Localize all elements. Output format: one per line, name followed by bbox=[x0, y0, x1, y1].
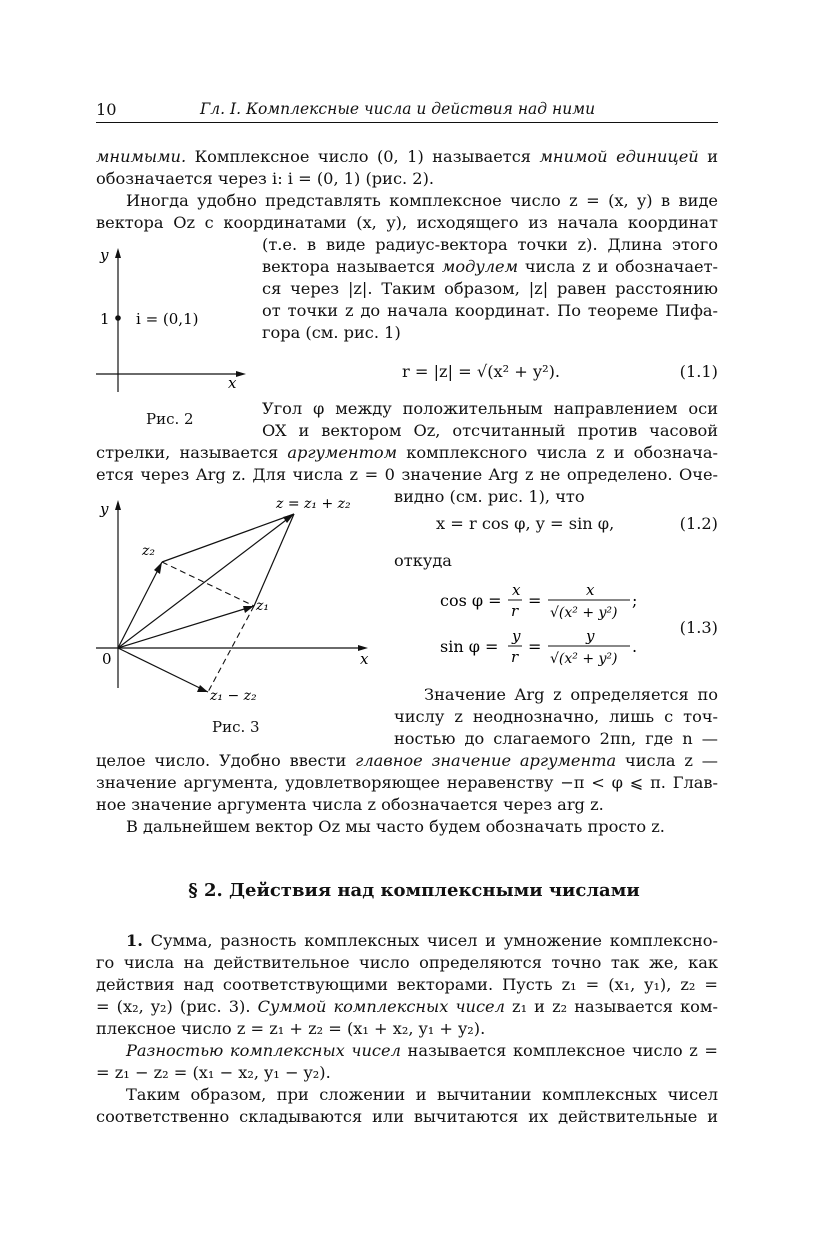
fig3-diff-label: z₁ − z₂ bbox=[210, 688, 257, 704]
eq13-row1-lhs: cos φ = bbox=[440, 591, 502, 610]
eq13-row2-frac2-den: √(x² + y²) bbox=[550, 651, 618, 667]
fig3-z1-label: z₁ bbox=[256, 598, 269, 614]
fig2-tick-one: 1 bbox=[100, 310, 110, 328]
eq13-row2-eq: = bbox=[528, 637, 542, 656]
paragraph-2-line-5: ся через |z|. Таким образом, |z| равен расстоянию bbox=[262, 279, 718, 298]
eq13-row2-frac2-num: y bbox=[586, 627, 595, 645]
eq13-row1-frac2-num: x bbox=[586, 581, 595, 599]
paragraph-7-line-2: = z₁ − z₂ = (x₁ − x₂, y₁ − y₂). bbox=[96, 1063, 331, 1082]
fig3-z2-label: z₂ bbox=[142, 543, 155, 559]
paragraph-8-line-2: соответственно складываются или вычитаются их действительные и bbox=[96, 1107, 718, 1126]
paragraph-3-line-1: Угол φ между положительным направлением оси bbox=[262, 399, 718, 418]
running-title: Гл. I. Комплексные числа и действия над ними bbox=[200, 100, 596, 118]
fig2-x-arrow bbox=[236, 371, 246, 377]
paragraph-6-line-4: = (x₂, y₂) (рис. 3). Суммой комплексных чисел z₁ и z₂ называется ком- bbox=[96, 997, 718, 1016]
eq13-row1-eq: = bbox=[528, 591, 542, 610]
paragraph-2-line-7: гора (см. рис. 1) bbox=[262, 323, 401, 342]
fig3-sum-label: z = z₁ + z₂ bbox=[276, 496, 351, 512]
fig2-point-label: i = (0,1) bbox=[136, 310, 199, 328]
fig3-dashed-diagonal bbox=[162, 562, 254, 606]
paragraph-2-line-2: вектора Oz с координатами (x, y), исходящего из начала координат bbox=[96, 213, 718, 232]
fig3-dashed-diff bbox=[208, 606, 254, 692]
figure-3-caption: Рис. 3 bbox=[212, 718, 260, 736]
paragraph-1-line-2: обозначается через i: i = (0, 1) (рис. 2). bbox=[96, 169, 435, 188]
equation-1-1: r = |z| = √(x² + y²). bbox=[402, 362, 561, 381]
paragraph-4-line-2: числу z неоднозначно, лишь с точ- bbox=[394, 707, 718, 726]
paragraph-3-line-2: OX и вектором Oz, отсчитанный против часовой bbox=[262, 421, 718, 440]
word-otkuda: откуда bbox=[394, 551, 452, 570]
paragraph-4-line-6: ное значение аргумента числа z обозначается через arg z. bbox=[96, 795, 604, 814]
eq13-row2-frac1-num: y bbox=[512, 627, 521, 645]
eq13-row1-frac1-num: x bbox=[512, 581, 521, 599]
eq13-row1-frac1-den: r bbox=[511, 602, 519, 620]
paragraph-6-line-3: действия над соответствующими векторами. Пусть z₁ = (x₁, y₁), z₂ = bbox=[96, 975, 718, 994]
fig3-side-z2-sum bbox=[162, 514, 294, 562]
figure-2 bbox=[90, 240, 250, 400]
paragraph-2-line-6: от точки z до начала координат. По теореме Пифа- bbox=[262, 301, 718, 320]
paragraph-4-line-1: Значение Arg z определяется по bbox=[424, 685, 718, 704]
fig2-y-arrow bbox=[115, 248, 121, 258]
paragraph-1-line-1: мнимыми. Комплексное число (0, 1) называется мнимой единицей и bbox=[96, 147, 718, 166]
equation-1-1-number: (1.1) bbox=[679, 362, 718, 381]
paragraph-3-line-3: стрелки, называется аргументом комплексного числа z и обознача- bbox=[96, 443, 718, 462]
fig3-vector-z1 bbox=[118, 606, 254, 648]
paragraph-3-line-4: ется через Arg z. Для числа z = 0 значение Arg z не определено. Оче- bbox=[96, 465, 718, 484]
fig3-vector-z2 bbox=[118, 562, 162, 648]
fig3-vector-sum bbox=[118, 514, 294, 648]
fig3-origin-label: 0 bbox=[102, 650, 112, 668]
header-rule bbox=[96, 122, 718, 123]
equation-1-2-number: (1.2) bbox=[679, 514, 718, 533]
fig2-x-label: x bbox=[228, 374, 237, 392]
fig2-y-label: y bbox=[100, 246, 109, 264]
paragraph-3-line-5: видно (см. рис. 1), что bbox=[394, 487, 585, 506]
fig2-point-i bbox=[115, 315, 121, 321]
equation-1-2: x = r cos φ, y = sin φ, bbox=[436, 514, 615, 533]
paragraph-8-line-1: Таким образом, при сложении и вычитании комплексных чисел bbox=[126, 1085, 718, 1104]
fig3-y-arrow bbox=[115, 500, 121, 510]
eq13-row1-frac2-den: √(x² + y²) bbox=[550, 605, 618, 621]
paragraph-6-line-5: плексное число z = z₁ + z₂ = (x₁ + x₂, y₁ + y₂). bbox=[96, 1019, 486, 1038]
fig3-arrow-z2 bbox=[154, 562, 162, 574]
paragraph-5: В дальнейшем вектор Oz мы часто будем обозначать просто z. bbox=[126, 817, 665, 836]
paragraph-4-line-3: ностью до слагаемого 2πn, где n — bbox=[394, 729, 718, 748]
eq13-row1-end: ; bbox=[632, 591, 638, 610]
paragraph-2-line-3: (т.е. в виде радиус-вектора точки z). Длина этого bbox=[262, 235, 718, 254]
paragraph-6-line-2: го числа на действительное число определяются точно так же, как bbox=[96, 953, 718, 972]
figure-2-caption: Рис. 2 bbox=[146, 410, 194, 428]
paragraph-6-line-1: 1. Сумма, разность комплексных чисел и умножение комплексно- bbox=[126, 931, 718, 950]
paragraph-2-line-1: Иногда удобно представлять комплексное число z = (x, y) в виде bbox=[126, 191, 718, 210]
equation-1-3-number: (1.3) bbox=[679, 618, 718, 637]
paragraph-4-line-5: значение аргумента, удовлетворяющее неравенству −π < φ ⩽ π. Глав- bbox=[96, 773, 718, 792]
page-number: 10 bbox=[96, 100, 117, 119]
paragraph-4-line-4: целое число. Удобно ввести главное значение аргумента числа z — bbox=[96, 751, 718, 770]
equation-1-3 bbox=[436, 576, 666, 676]
fig3-side-z1-sum bbox=[254, 514, 294, 606]
paragraph-7-line-1: Разностью комплексных чисел называется комплексное число z = bbox=[126, 1041, 718, 1060]
eq13-row2-lhs: sin φ = bbox=[440, 637, 499, 656]
eq13-row2-end: . bbox=[632, 637, 638, 656]
eq13-row2-frac1-den: r bbox=[511, 648, 519, 666]
fig3-x-label: x bbox=[360, 650, 369, 668]
fig3-y-label: y bbox=[100, 500, 109, 518]
fig3-arrow-diff bbox=[197, 685, 208, 692]
section-title: § 2. Действия над комплексными числами bbox=[188, 880, 640, 901]
paragraph-2-line-4: вектора называется модулем числа z и обозначает- bbox=[262, 257, 718, 276]
fig3-vector-diff bbox=[118, 648, 208, 692]
figure-3 bbox=[90, 488, 380, 706]
